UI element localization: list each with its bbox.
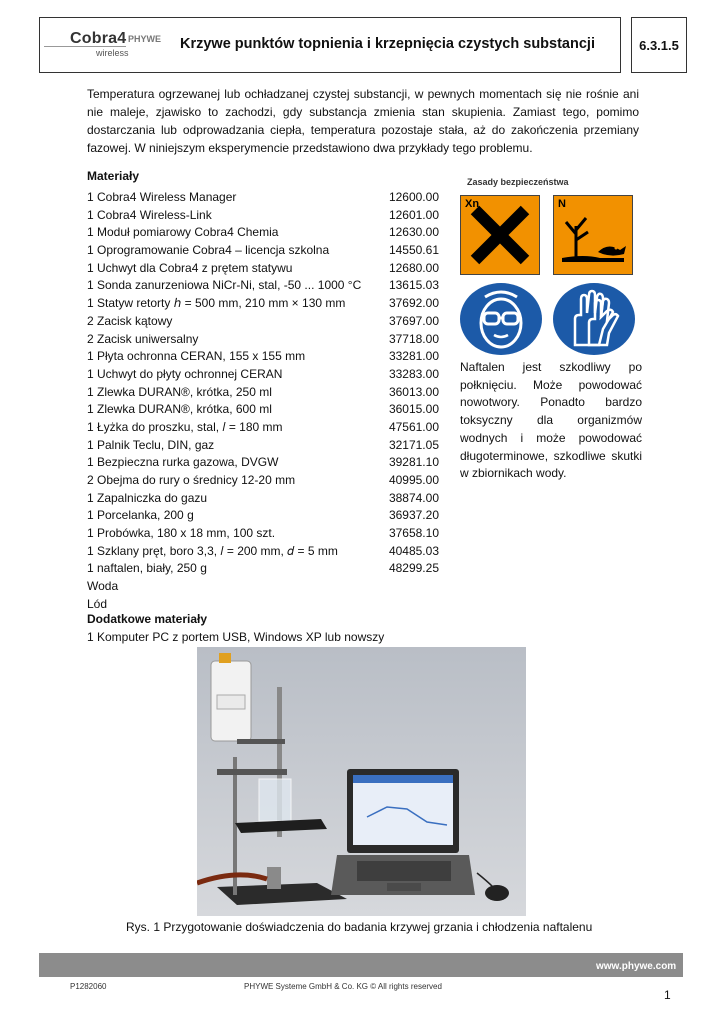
- material-code: 38874.00: [388, 490, 439, 505]
- environment-hazard-icon: [553, 195, 633, 275]
- material-row: [87, 260, 447, 278]
- material-code: 33283.00: [388, 366, 439, 381]
- goggles-mandatory-icon: [460, 283, 542, 355]
- material-row: [87, 525, 447, 543]
- material-name: 1 Sonda zanurzeniowa NiCr-Ni, stal, -50 ... 1000 °C: [87, 278, 362, 293]
- material-code: 39281.10: [388, 455, 439, 470]
- material-name: 1 Zlewka DURAN®, krótka, 600 ml: [87, 402, 272, 417]
- material-row: [87, 419, 447, 437]
- materials-list: [87, 189, 447, 614]
- material-row: [87, 277, 447, 295]
- material-name: 1 naftalen, biały, 250 g: [87, 561, 207, 576]
- material-name: 1 Zapalniczka do gazu: [87, 490, 208, 505]
- material-row: [87, 507, 447, 525]
- material-row: [87, 189, 447, 207]
- material-row: [87, 596, 447, 614]
- material-code: 36013.00: [388, 384, 439, 399]
- material-name: Woda: [87, 579, 119, 594]
- material-code: 12600.00: [388, 190, 439, 204]
- material-code: 36937.20: [388, 508, 439, 523]
- material-name: 1 Łyżka do proszku, stal, 𝑙 = 180 mm: [87, 419, 283, 434]
- material-row: [87, 207, 447, 225]
- figure-caption: Rys. 1 Przygotowanie doświadczenia do badania krzywej grzania i chłodzenia naftalenu: [126, 920, 593, 934]
- material-name: 2 Zacisk uniwersalny: [87, 331, 199, 346]
- material-code: 37697.00: [388, 313, 439, 328]
- material-name: 1 Probówka, 180 x 18 mm, 100 szt.: [87, 526, 276, 541]
- material-row: [87, 543, 447, 561]
- footer-copyright: PHYWE Systeme GmbH & Co. KG © All rights reserved: [244, 982, 442, 991]
- material-row: [87, 437, 447, 455]
- material-name: 1 Palnik Teclu, DIN, gaz: [87, 437, 215, 452]
- material-name: 1 Cobra4 Wireless-Link: [87, 207, 212, 222]
- material-code: 40995.00: [388, 473, 439, 487]
- material-row: [87, 401, 447, 419]
- material-code: 13615.03: [388, 278, 439, 293]
- material-name: 1 Cobra4 Wireless Manager: [87, 190, 237, 204]
- material-row: [87, 242, 447, 260]
- material-row: [87, 490, 447, 508]
- material-code: 37692.00: [388, 296, 439, 311]
- material-row: [87, 454, 447, 472]
- material-name: 1 Porcelanka, 200 g: [87, 508, 194, 523]
- material-name: 2 Obejma do rury o średnicy 12-20 mm: [87, 473, 296, 487]
- material-name: 1 Szklany pręt, boro 3,3, 𝑙 = 200 mm, 𝑑 = 5 mm: [87, 543, 338, 558]
- material-code: 48299.25: [388, 561, 439, 576]
- extra-materials-heading: Dodatkowe materiały: [87, 612, 208, 626]
- material-row: [87, 578, 447, 596]
- logo-company: PHYWE: [128, 34, 162, 44]
- materials-heading: Materiały: [87, 169, 140, 183]
- material-name: 2 Zacisk kątowy: [87, 313, 173, 328]
- material-row: [87, 384, 447, 402]
- material-name: 1 Moduł pomiarowy Cobra4 Chemia: [87, 225, 279, 240]
- safety-title: Zasady bezpieczeństwa: [467, 177, 569, 187]
- material-row: [87, 224, 447, 242]
- material-row: [87, 560, 447, 578]
- material-row: [87, 313, 447, 331]
- material-code: 47561.00: [388, 419, 439, 434]
- material-code: 14550.61: [388, 243, 439, 258]
- experiment-setup-photo: [197, 647, 526, 916]
- material-name: 1 Bezpieczna rurka gazowa, DVGW: [87, 455, 279, 470]
- material-name: 1 Oprogramowanie Cobra4 – licencja szkolna: [87, 243, 330, 258]
- material-name: 1 Płyta ochronna CERAN, 155 x 155 mm: [87, 349, 306, 364]
- doc-number: 6.3.1.5: [631, 17, 687, 73]
- material-row: [87, 295, 447, 313]
- page-number: 1: [664, 988, 671, 1002]
- page-title: Krzywe punktów topnienia i krzepnięcia czystych substancji: [180, 36, 595, 52]
- material-code: 37658.10: [388, 526, 439, 541]
- material-code: 12630.00: [388, 225, 439, 240]
- harmful-x-icon: [460, 195, 540, 275]
- material-row: [87, 331, 447, 349]
- material-name: Lód: [87, 596, 108, 611]
- footer-url[interactable]: www.phywe.com: [596, 961, 677, 972]
- footer-bar: [39, 953, 683, 977]
- material-row: [87, 472, 447, 490]
- material-code: 32171.05: [388, 437, 439, 452]
- extra-material-item: 1 Komputer PC z portem USB, Windows XP lub nowszy: [87, 630, 385, 644]
- footer-code: P1282060: [70, 982, 107, 991]
- material-name: 1 Uchwyt do płyty ochronnej CERAN: [87, 366, 283, 381]
- material-code: 12601.00: [388, 207, 439, 222]
- safety-description: Naftalen jest szkodliwy po połknięciu. Może powodować nowotwory. Ponadto bardzo toksyczny dla organizmów wodnych i może powodować długoterminowe, szkodliwe skutki w zbiornikach wody.: [460, 360, 642, 481]
- material-code: 12680.00: [388, 260, 439, 275]
- logo-brand: Cobra4: [70, 30, 127, 47]
- material-name: 1 Zlewka DURAN®, krótka, 250 ml: [87, 384, 272, 399]
- material-code: 40485.03: [388, 543, 439, 558]
- material-code: 33281.00: [388, 349, 439, 364]
- gloves-mandatory-icon: [553, 283, 635, 355]
- logo-sub: wireless: [96, 48, 129, 58]
- material-row: [87, 366, 447, 384]
- hazard-label-n: N: [558, 198, 566, 210]
- material-code: 36015.00: [388, 402, 439, 417]
- material-name: 1 Uchwyt dla Cobra4 z prętem statywu: [87, 260, 293, 275]
- intro-paragraph: Temperatura ogrzewanej lub ochładzanej czystej substancji, w pewnych momentach się nie rośnie ani nie maleje, zjawisko to zachodzi, gdy substancja zmienia stan skupienia. Zamiast tego, pomimo dostarczania lub odprowadzania ciepła, temperatura pozostaje stała, aż do zakończenia przemiany fazowej. W niniejszym eksperymencie przedstawiono dwa przykłady tego problemu.: [87, 87, 639, 155]
- material-name: 1 Statyw retorty ℎ = 500 mm, 210 mm × 130 mm: [87, 296, 346, 311]
- material-code: 37718.00: [388, 331, 439, 346]
- material-row: [87, 348, 447, 366]
- hazard-label-xn: Xn: [465, 198, 480, 210]
